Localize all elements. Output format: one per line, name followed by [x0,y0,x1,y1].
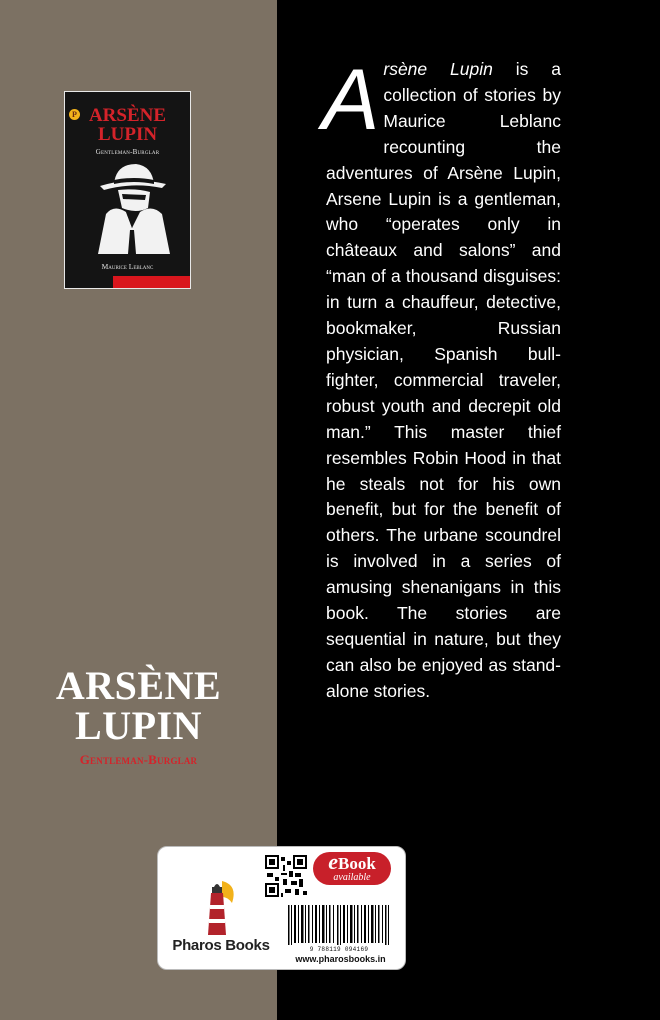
lighthouse-logo-icon [192,877,242,937]
blurb-italic-title: rsène Lupin [383,59,493,79]
isbn-number: 9 788119 094169 [309,946,369,953]
publisher-name: Pharos Books [172,937,270,954]
publisher-box [157,846,406,970]
hat-man-silhouette-icon [92,158,172,254]
front-cover-thumbnail [64,91,191,289]
thumbnail-subtitle: Gentleman-Burglar [95,148,160,156]
publisher-website: www.pharosbooks.in [295,954,386,964]
publisher-mini-logo: P [69,109,80,120]
ebook-sub: available [333,872,371,883]
ebook-label: Book [337,854,376,873]
cover-title-line1: ARSÈNE [55,663,222,708]
blurb-text: is a collection of stories by Maurice Leblanc recounting the adventures of Arsène Lupin, Arsene Lupin is a gentleman, who “operates only in châteaux and salons” and “man of a thousand disguises: in turn a chauffeur, detective, bookmaker, Russian physician, Spanish bull-fighter, commercial traveler, robust youth and decrepit old man.” This master thief resembles Robin Hood in that he steals not for his own benefit, but for the benefit of others. The urbane scoundrel is involved in a series of amusing shenanigans in this book. The stories are sequential in nature, but they can also be enjoyed as stand-alone stories. [326,59,561,701]
ebook-available-badge [313,849,391,885]
thumbnail-title-line2: LUPIN [97,124,158,145]
book-blurb [322,52,561,705]
barcode-icon [285,903,393,947]
thumbnail-red-bar [113,276,190,288]
cover-title-line2: LUPIN [75,703,202,748]
thumbnail-author: Maurice Leblanc [101,262,154,271]
cover-subtitle: Gentleman-Burglar [79,752,198,767]
qr-code-icon [265,855,307,897]
thumbnail-title-line1: ARSÈNE [88,105,167,126]
ebook-e: e [328,849,338,874]
blurb-paragraph [322,52,561,705]
drop-cap: A [322,52,380,148]
